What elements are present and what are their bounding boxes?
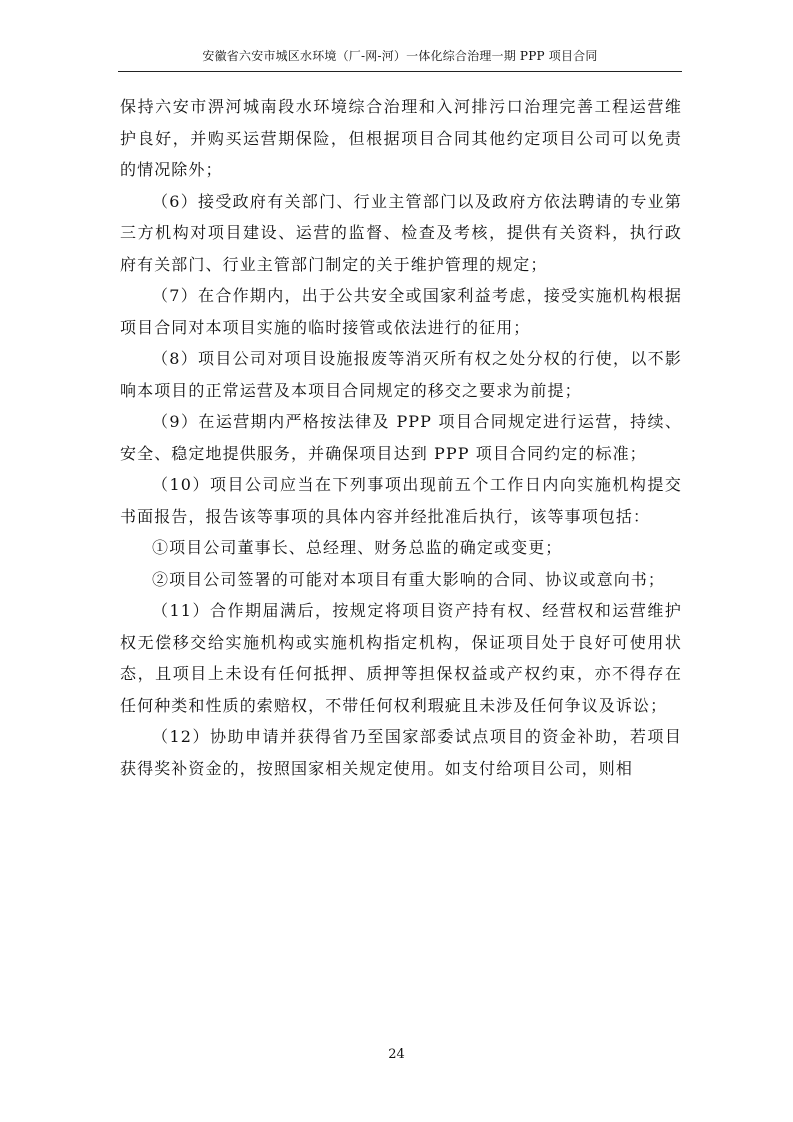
- paragraph-continuation: 保持六安市淠河城南段水环境综合治理和入河排污口治理完善工程运营维护良好，并购买运营期保险，但根据项目合同其他约定项目公司可以免责的情况除外；: [120, 97, 682, 179]
- paragraph-subitem-2: ②项目公司签署的可能对本项目有重大影响的合同、协议或意向书；: [152, 569, 666, 589]
- paragraph-subitem-1: ①项目公司董事长、总经理、财务总监的确定或变更；: [152, 538, 563, 557]
- paragraph-item-10: （10）项目公司应当在下列事项出现前五个工作日内向实施机构提交书面报告，报告该等事项的具体内容并经批准后执行，该等事项包括：: [120, 475, 682, 526]
- paragraph-item-11: （11）合作期届满后，按规定将项目资产持有权、经营权和运营维护权无偿移交给实施机构或实施机构指定机构，保证项目处于良好可使用状态，且项目上未设有任何抵押、质押等担保权益或产权约束，亦不得存在任何种类和性质的索赔权，不带任何权利瑕疵且未涉及任何争议及诉讼；: [120, 601, 682, 715]
- paragraph-item-7: （7）在合作期内，出于公共安全或国家利益考虑，接受实施机构根据项目合同对本项目实施的临时接管或依法进行的征用；: [120, 286, 682, 337]
- paragraph-item-12: （12）协助申请并获得省乃至国家部委试点项目的资金补助，若项目获得奖补资金的，按照国家相关规定使用。如支付给项目公司，则相: [120, 727, 682, 778]
- document-body: [120, 91, 682, 784]
- header-rule: [118, 71, 682, 72]
- running-header: 安徽省六安市城区水环境（厂-网-河）一体化综合治理一期 PPP 项目合同: [202, 49, 598, 63]
- page-number: 24: [388, 1047, 405, 1062]
- paragraph-item-8: （8）项目公司对项目设施报废等消灭所有权之处分权的行使，以不影响本项目的正常运营及本项目合同规定的移交之要求为前提；: [120, 349, 682, 400]
- paragraph-item-9: （9）在运营期内严格按法律及 PPP 项目合同规定进行运营，持续、安全、稳定地提供服务，并确保项目达到 PPP 项目合同约定的标准；: [120, 412, 682, 463]
- paragraph-item-6: （6）接受政府有关部门、行业主管部门以及政府方依法聘请的专业第三方机构对项目建设、运营的监督、检查及考核，提供有关资料，执行政府有关部门、行业主管部门制定的关于维护管理的规定；: [120, 191, 682, 274]
